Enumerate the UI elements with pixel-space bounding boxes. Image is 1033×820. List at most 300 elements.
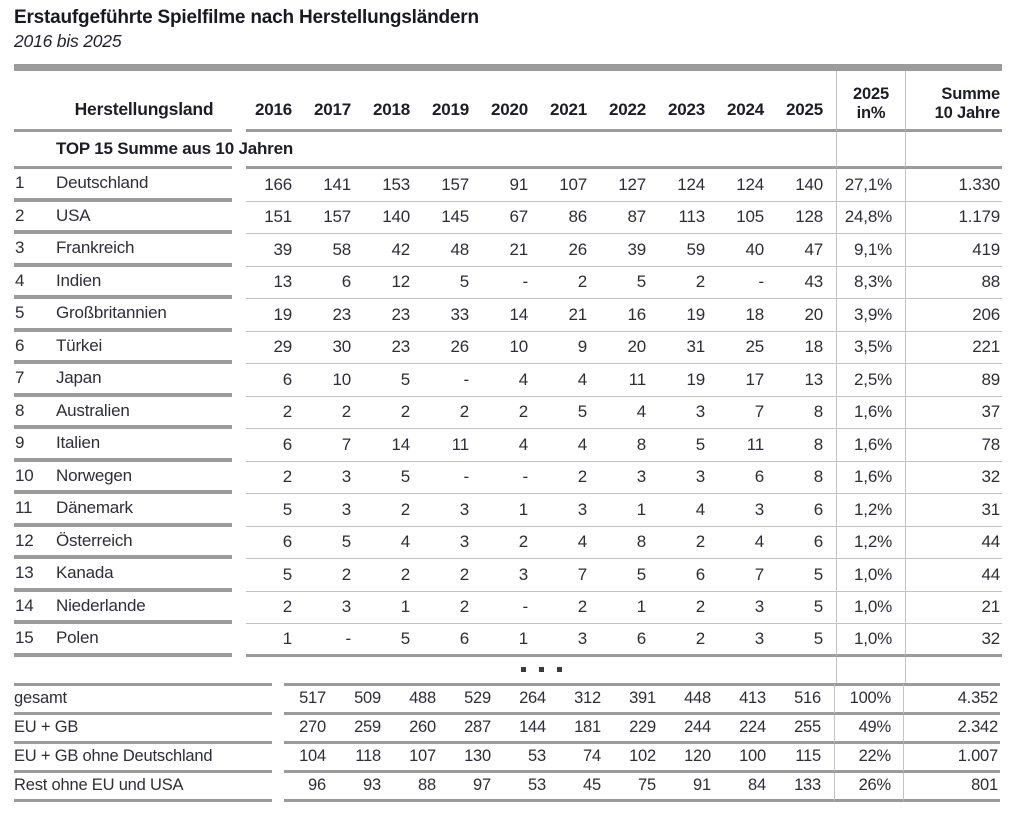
value-cell-2017: 2	[305, 397, 364, 430]
value-cell-2025: 8	[777, 397, 836, 430]
totals-value-2017: 259	[339, 715, 394, 744]
value-cell-2016: 5	[246, 559, 305, 592]
totals-value-2017: 509	[339, 683, 394, 715]
totals-value-2019: 97	[449, 773, 504, 802]
percent-cell: 1,2%	[836, 494, 906, 527]
value-cell-2021: 4	[541, 429, 600, 462]
rank-cell: 2	[14, 202, 56, 235]
value-cell-2020: 10	[482, 332, 541, 365]
value-cell-2022: 16	[600, 299, 659, 332]
rank-cell: 14	[14, 592, 56, 625]
country-cell: Frankreich	[56, 234, 232, 267]
row-spacer	[232, 494, 246, 527]
column-header-line: in%	[856, 104, 886, 122]
row-spacer	[232, 462, 246, 495]
country-cell: USA	[56, 202, 232, 235]
rank-cell: 7	[14, 364, 56, 397]
value-cell-2018: 1	[364, 592, 423, 625]
value-cell-2024: 25	[718, 332, 777, 365]
sum-cell: 21	[906, 592, 1002, 625]
totals-value-2019: 287	[449, 715, 504, 744]
value-cell-2025: 8	[777, 429, 836, 462]
totals-value-2022: 102	[614, 744, 669, 773]
totals-value-2021: 45	[559, 773, 614, 802]
value-cell-2018: 140	[364, 202, 423, 235]
rank-cell: 1	[14, 169, 56, 202]
sum-cell: 32	[906, 624, 1002, 657]
totals-value-2022: 229	[614, 715, 669, 744]
value-cell-2019: -	[423, 462, 482, 495]
totals-value-2019: 529	[449, 683, 504, 715]
country-cell: Norwegen	[56, 462, 232, 495]
percent-cell: 1,6%	[836, 429, 906, 462]
totals-value-2022: 75	[614, 773, 669, 802]
value-cell-2023: 31	[659, 332, 718, 365]
value-cell-2017: 58	[305, 234, 364, 267]
value-cell-2019: 157	[423, 169, 482, 202]
value-cell-2018: 14	[364, 429, 423, 462]
country-cell: Italien	[56, 429, 232, 462]
percent-cell: 1,0%	[836, 624, 906, 657]
column-header-year-2024: 2024	[718, 71, 777, 132]
value-cell-2020: -	[482, 592, 541, 625]
totals-value-2023: 91	[669, 773, 724, 802]
value-cell-2020: 14	[482, 299, 541, 332]
value-cell-2024: 3	[718, 624, 777, 657]
value-cell-2025: 140	[777, 169, 836, 202]
totals-value-2017: 93	[339, 773, 394, 802]
value-cell-2022: 8	[600, 527, 659, 560]
totals-value-2020: 264	[504, 683, 559, 715]
value-cell-2021: 2	[541, 462, 600, 495]
value-cell-2021: 107	[541, 169, 600, 202]
percent-cell: 27,1%	[836, 169, 906, 202]
totals-value-2024: 413	[724, 683, 779, 715]
value-cell-2019: 2	[423, 397, 482, 430]
row-spacer	[232, 299, 246, 332]
value-cell-2018: 23	[364, 299, 423, 332]
value-cell-2024: 11	[718, 429, 777, 462]
value-cell-2022: 11	[600, 364, 659, 397]
totals-sum: 801	[904, 773, 1000, 802]
value-cell-2025: 18	[777, 332, 836, 365]
column-header-year-2016: 2016	[246, 71, 305, 132]
row-spacer	[232, 527, 246, 560]
value-cell-2023: 113	[659, 202, 718, 235]
value-cell-2017: 10	[305, 364, 364, 397]
rank-cell: 12	[14, 527, 56, 560]
column-header-year-2023: 2023	[659, 71, 718, 132]
totals-label: EU + GB ohne Deutschland	[14, 744, 272, 773]
country-cell: Australien	[56, 397, 232, 430]
totals-value-2018: 107	[394, 744, 449, 773]
row-spacer	[232, 202, 246, 235]
value-cell-2024: 7	[718, 397, 777, 430]
sum-cell: 37	[906, 397, 1002, 430]
value-cell-2016: 6	[246, 429, 305, 462]
ellipsis-dot	[557, 667, 562, 672]
totals-value-2016: 517	[284, 683, 339, 715]
value-cell-2024: 105	[718, 202, 777, 235]
value-cell-2024: 17	[718, 364, 777, 397]
value-cell-2019: 145	[423, 202, 482, 235]
totals-value-2018: 88	[394, 773, 449, 802]
value-cell-2024: -	[718, 267, 777, 300]
value-cell-2017: 6	[305, 267, 364, 300]
row-spacer	[232, 429, 246, 462]
totals-value-2025: 255	[779, 715, 834, 744]
value-cell-2021: 7	[541, 559, 600, 592]
value-cell-2016: 5	[246, 494, 305, 527]
value-cell-2020: 1	[482, 624, 541, 657]
totals-value-2022: 391	[614, 683, 669, 715]
sum-cell: 221	[906, 332, 1002, 365]
value-cell-2022: 5	[600, 559, 659, 592]
country-cell: Türkei	[56, 332, 232, 365]
value-cell-2016: 2	[246, 462, 305, 495]
value-cell-2021: 2	[541, 267, 600, 300]
totals-value-2025: 516	[779, 683, 834, 715]
sum-cell: 419	[906, 234, 1002, 267]
value-cell-2024: 6	[718, 462, 777, 495]
continuation-dots-icon	[246, 657, 836, 683]
row-spacer	[232, 332, 246, 365]
value-cell-2018: 2	[364, 559, 423, 592]
value-cell-2021: 2	[541, 592, 600, 625]
totals-label: gesamt	[14, 683, 272, 715]
totals-value-2024: 100	[724, 744, 779, 773]
value-cell-2023: 2	[659, 624, 718, 657]
totals-value-2018: 260	[394, 715, 449, 744]
value-cell-2023: 6	[659, 559, 718, 592]
rank-cell: 8	[14, 397, 56, 430]
value-cell-2019: 48	[423, 234, 482, 267]
value-cell-2023: 2	[659, 267, 718, 300]
section-label-top15: TOP 15 Summe aus 10 Jahren	[14, 132, 232, 169]
value-cell-2025: 5	[777, 592, 836, 625]
percent-cell: 1,0%	[836, 592, 906, 625]
value-cell-2018: 4	[364, 527, 423, 560]
value-cell-2020: 2	[482, 527, 541, 560]
country-cell: Deutschland	[56, 169, 232, 202]
value-cell-2023: 19	[659, 364, 718, 397]
totals-value-2021: 312	[559, 683, 614, 715]
country-cell: Japan	[56, 364, 232, 397]
rank-cell: 9	[14, 429, 56, 462]
value-cell-2017: -	[305, 624, 364, 657]
ellipsis-spacer	[232, 657, 246, 683]
row-spacer	[232, 169, 246, 202]
value-cell-2025: 47	[777, 234, 836, 267]
totals-value-2016: 96	[284, 773, 339, 802]
column-header-line: 10 Jahre	[934, 104, 1000, 122]
value-cell-2023: 3	[659, 397, 718, 430]
totals-value-2024: 84	[724, 773, 779, 802]
value-cell-2016: 1	[246, 624, 305, 657]
country-cell: Kanada	[56, 559, 232, 592]
value-cell-2022: 20	[600, 332, 659, 365]
value-cell-2020: 21	[482, 234, 541, 267]
totals-value-2016: 104	[284, 744, 339, 773]
totals-value-2019: 130	[449, 744, 504, 773]
value-cell-2021: 26	[541, 234, 600, 267]
value-cell-2019: 6	[423, 624, 482, 657]
column-header-year-2022: 2022	[600, 71, 659, 132]
value-cell-2025: 13	[777, 364, 836, 397]
sum-cell: 89	[906, 364, 1002, 397]
row-spacer	[232, 364, 246, 397]
value-cell-2024: 7	[718, 559, 777, 592]
sum-cell: 206	[906, 299, 1002, 332]
percent-cell: 1,0%	[836, 559, 906, 592]
totals-label: EU + GB	[14, 715, 272, 744]
value-cell-2016: 29	[246, 332, 305, 365]
rank-cell: 10	[14, 462, 56, 495]
row-spacer	[232, 592, 246, 625]
totals-value-2020: 53	[504, 744, 559, 773]
value-cell-2020: 1	[482, 494, 541, 527]
value-cell-2019: -	[423, 364, 482, 397]
value-cell-2025: 5	[777, 559, 836, 592]
rank-cell: 15	[14, 624, 56, 657]
value-cell-2016: 19	[246, 299, 305, 332]
header-spacer	[232, 71, 246, 132]
country-cell: Dänemark	[56, 494, 232, 527]
band-fill	[246, 132, 836, 169]
totals-value-2025: 133	[779, 773, 834, 802]
value-cell-2022: 5	[600, 267, 659, 300]
totals-value-2023: 244	[669, 715, 724, 744]
value-cell-2022: 39	[600, 234, 659, 267]
country-cell: Großbritannien	[56, 299, 232, 332]
percent-cell: 8,3%	[836, 267, 906, 300]
totals-value-2025: 115	[779, 744, 834, 773]
percent-cell: 3,5%	[836, 332, 906, 365]
percent-cell: 2,5%	[836, 364, 906, 397]
value-cell-2016: 6	[246, 364, 305, 397]
percent-cell: 1,6%	[836, 462, 906, 495]
percent-cell: 3,9%	[836, 299, 906, 332]
column-header-line: 2025	[853, 85, 889, 103]
totals-percent: 49%	[834, 715, 904, 744]
value-cell-2017: 5	[305, 527, 364, 560]
column-header-line: Summe	[941, 85, 1000, 103]
ellipsis-dot	[521, 667, 526, 672]
totals-value-2021: 74	[559, 744, 614, 773]
value-cell-2018: 2	[364, 397, 423, 430]
value-cell-2016: 13	[246, 267, 305, 300]
value-cell-2016: 2	[246, 592, 305, 625]
band-spacer	[232, 132, 246, 169]
value-cell-2019: 2	[423, 559, 482, 592]
sum-cell: 31	[906, 494, 1002, 527]
value-cell-2025: 6	[777, 494, 836, 527]
value-cell-2024: 124	[718, 169, 777, 202]
column-header-2025-percent	[836, 71, 906, 132]
value-cell-2017: 2	[305, 559, 364, 592]
totals-value-2017: 118	[339, 744, 394, 773]
value-cell-2024: 3	[718, 592, 777, 625]
value-cell-2023: 19	[659, 299, 718, 332]
value-cell-2025: 6	[777, 527, 836, 560]
country-cell: Niederlande	[56, 592, 232, 625]
percent-cell: 1,2%	[836, 527, 906, 560]
value-cell-2024: 18	[718, 299, 777, 332]
value-cell-2018: 5	[364, 462, 423, 495]
sum-cell: 78	[906, 429, 1002, 462]
totals-sum: 1.007	[904, 744, 1000, 773]
totals-value-2018: 488	[394, 683, 449, 715]
row-spacer	[232, 234, 246, 267]
totals-sum: 4.352	[904, 683, 1000, 715]
row-spacer	[232, 624, 246, 657]
ellipsis-sum	[906, 657, 1002, 683]
value-cell-2021: 3	[541, 624, 600, 657]
value-cell-2018: 5	[364, 364, 423, 397]
value-cell-2022: 1	[600, 592, 659, 625]
value-cell-2022: 127	[600, 169, 659, 202]
band-pct-fill	[836, 132, 906, 169]
ellipsis-dot	[539, 667, 544, 672]
percent-cell: 9,1%	[836, 234, 906, 267]
value-cell-2018: 12	[364, 267, 423, 300]
totals-value-2023: 120	[669, 744, 724, 773]
column-header-sum-10-years	[906, 71, 1002, 132]
value-cell-2019: 26	[423, 332, 482, 365]
totals-value-2023: 448	[669, 683, 724, 715]
value-cell-2025: 43	[777, 267, 836, 300]
value-cell-2023: 2	[659, 527, 718, 560]
value-cell-2021: 21	[541, 299, 600, 332]
sum-cell: 1.179	[906, 202, 1002, 235]
value-cell-2019: 33	[423, 299, 482, 332]
totals-percent: 100%	[834, 683, 904, 715]
totals-table	[14, 683, 1002, 802]
value-cell-2017: 7	[305, 429, 364, 462]
page-subtitle: 2016 bis 2025	[14, 31, 122, 51]
band-sum-fill	[906, 132, 1002, 169]
column-header-year-2017: 2017	[305, 71, 364, 132]
totals-label: Rest ohne EU und USA	[14, 773, 272, 802]
country-cell: Österreich	[56, 527, 232, 560]
value-cell-2021: 3	[541, 494, 600, 527]
value-cell-2016: 6	[246, 527, 305, 560]
value-cell-2020: 3	[482, 559, 541, 592]
value-cell-2020: -	[482, 462, 541, 495]
page-title: Erstaufgeführte Spielfilme nach Herstellungsländern	[14, 7, 479, 28]
value-cell-2023: 124	[659, 169, 718, 202]
value-cell-2018: 153	[364, 169, 423, 202]
value-cell-2020: 4	[482, 364, 541, 397]
value-cell-2025: 20	[777, 299, 836, 332]
value-cell-2021: 5	[541, 397, 600, 430]
value-cell-2022: 87	[600, 202, 659, 235]
value-cell-2017: 3	[305, 592, 364, 625]
totals-value-2024: 224	[724, 715, 779, 744]
column-header-year-2021: 2021	[541, 71, 600, 132]
value-cell-2017: 30	[305, 332, 364, 365]
value-cell-2020: 2	[482, 397, 541, 430]
rank-cell: 6	[14, 332, 56, 365]
row-spacer	[232, 397, 246, 430]
country-cell: Polen	[56, 624, 232, 657]
column-header-year-2019: 2019	[423, 71, 482, 132]
sum-cell: 32	[906, 462, 1002, 495]
column-header-year-2025: 2025	[777, 71, 836, 132]
rank-cell: 13	[14, 559, 56, 592]
value-cell-2025: 128	[777, 202, 836, 235]
value-cell-2019: 2	[423, 592, 482, 625]
value-cell-2022: 4	[600, 397, 659, 430]
column-header-year-2020: 2020	[482, 71, 541, 132]
value-cell-2022: 1	[600, 494, 659, 527]
value-cell-2018: 2	[364, 494, 423, 527]
value-cell-2023: 4	[659, 494, 718, 527]
value-cell-2022: 3	[600, 462, 659, 495]
rank-cell: 5	[14, 299, 56, 332]
value-cell-2023: 5	[659, 429, 718, 462]
country-cell: Indien	[56, 267, 232, 300]
sum-cell: 88	[906, 267, 1002, 300]
value-cell-2020: -	[482, 267, 541, 300]
value-cell-2025: 8	[777, 462, 836, 495]
value-cell-2020: 4	[482, 429, 541, 462]
value-cell-2022: 6	[600, 624, 659, 657]
value-cell-2016: 151	[246, 202, 305, 235]
ellipsis-left	[14, 657, 232, 683]
value-cell-2021: 86	[541, 202, 600, 235]
totals-spacer	[272, 683, 284, 715]
row-spacer	[232, 559, 246, 592]
totals-spacer	[272, 715, 284, 744]
value-cell-2016: 166	[246, 169, 305, 202]
value-cell-2020: 91	[482, 169, 541, 202]
value-cell-2023: 3	[659, 462, 718, 495]
films-table	[14, 71, 1002, 683]
value-cell-2018: 23	[364, 332, 423, 365]
value-cell-2018: 42	[364, 234, 423, 267]
totals-percent: 26%	[834, 773, 904, 802]
totals-value-2016: 270	[284, 715, 339, 744]
value-cell-2021: 9	[541, 332, 600, 365]
percent-cell: 24,8%	[836, 202, 906, 235]
value-cell-2017: 3	[305, 462, 364, 495]
value-cell-2016: 2	[246, 397, 305, 430]
row-spacer	[232, 267, 246, 300]
sum-cell: 1.330	[906, 169, 1002, 202]
totals-value-2021: 181	[559, 715, 614, 744]
value-cell-2017: 141	[305, 169, 364, 202]
top-divider-bar	[14, 64, 1002, 71]
ellipsis-pct	[836, 657, 906, 683]
totals-value-2020: 53	[504, 773, 559, 802]
value-cell-2019: 5	[423, 267, 482, 300]
sum-cell: 44	[906, 559, 1002, 592]
value-cell-2024: 4	[718, 527, 777, 560]
value-cell-2017: 23	[305, 299, 364, 332]
value-cell-2016: 39	[246, 234, 305, 267]
value-cell-2017: 157	[305, 202, 364, 235]
totals-value-2020: 144	[504, 715, 559, 744]
value-cell-2020: 67	[482, 202, 541, 235]
value-cell-2019: 11	[423, 429, 482, 462]
value-cell-2017: 3	[305, 494, 364, 527]
value-cell-2023: 59	[659, 234, 718, 267]
totals-percent: 22%	[834, 744, 904, 773]
rank-cell: 11	[14, 494, 56, 527]
value-cell-2021: 4	[541, 527, 600, 560]
value-cell-2024: 40	[718, 234, 777, 267]
